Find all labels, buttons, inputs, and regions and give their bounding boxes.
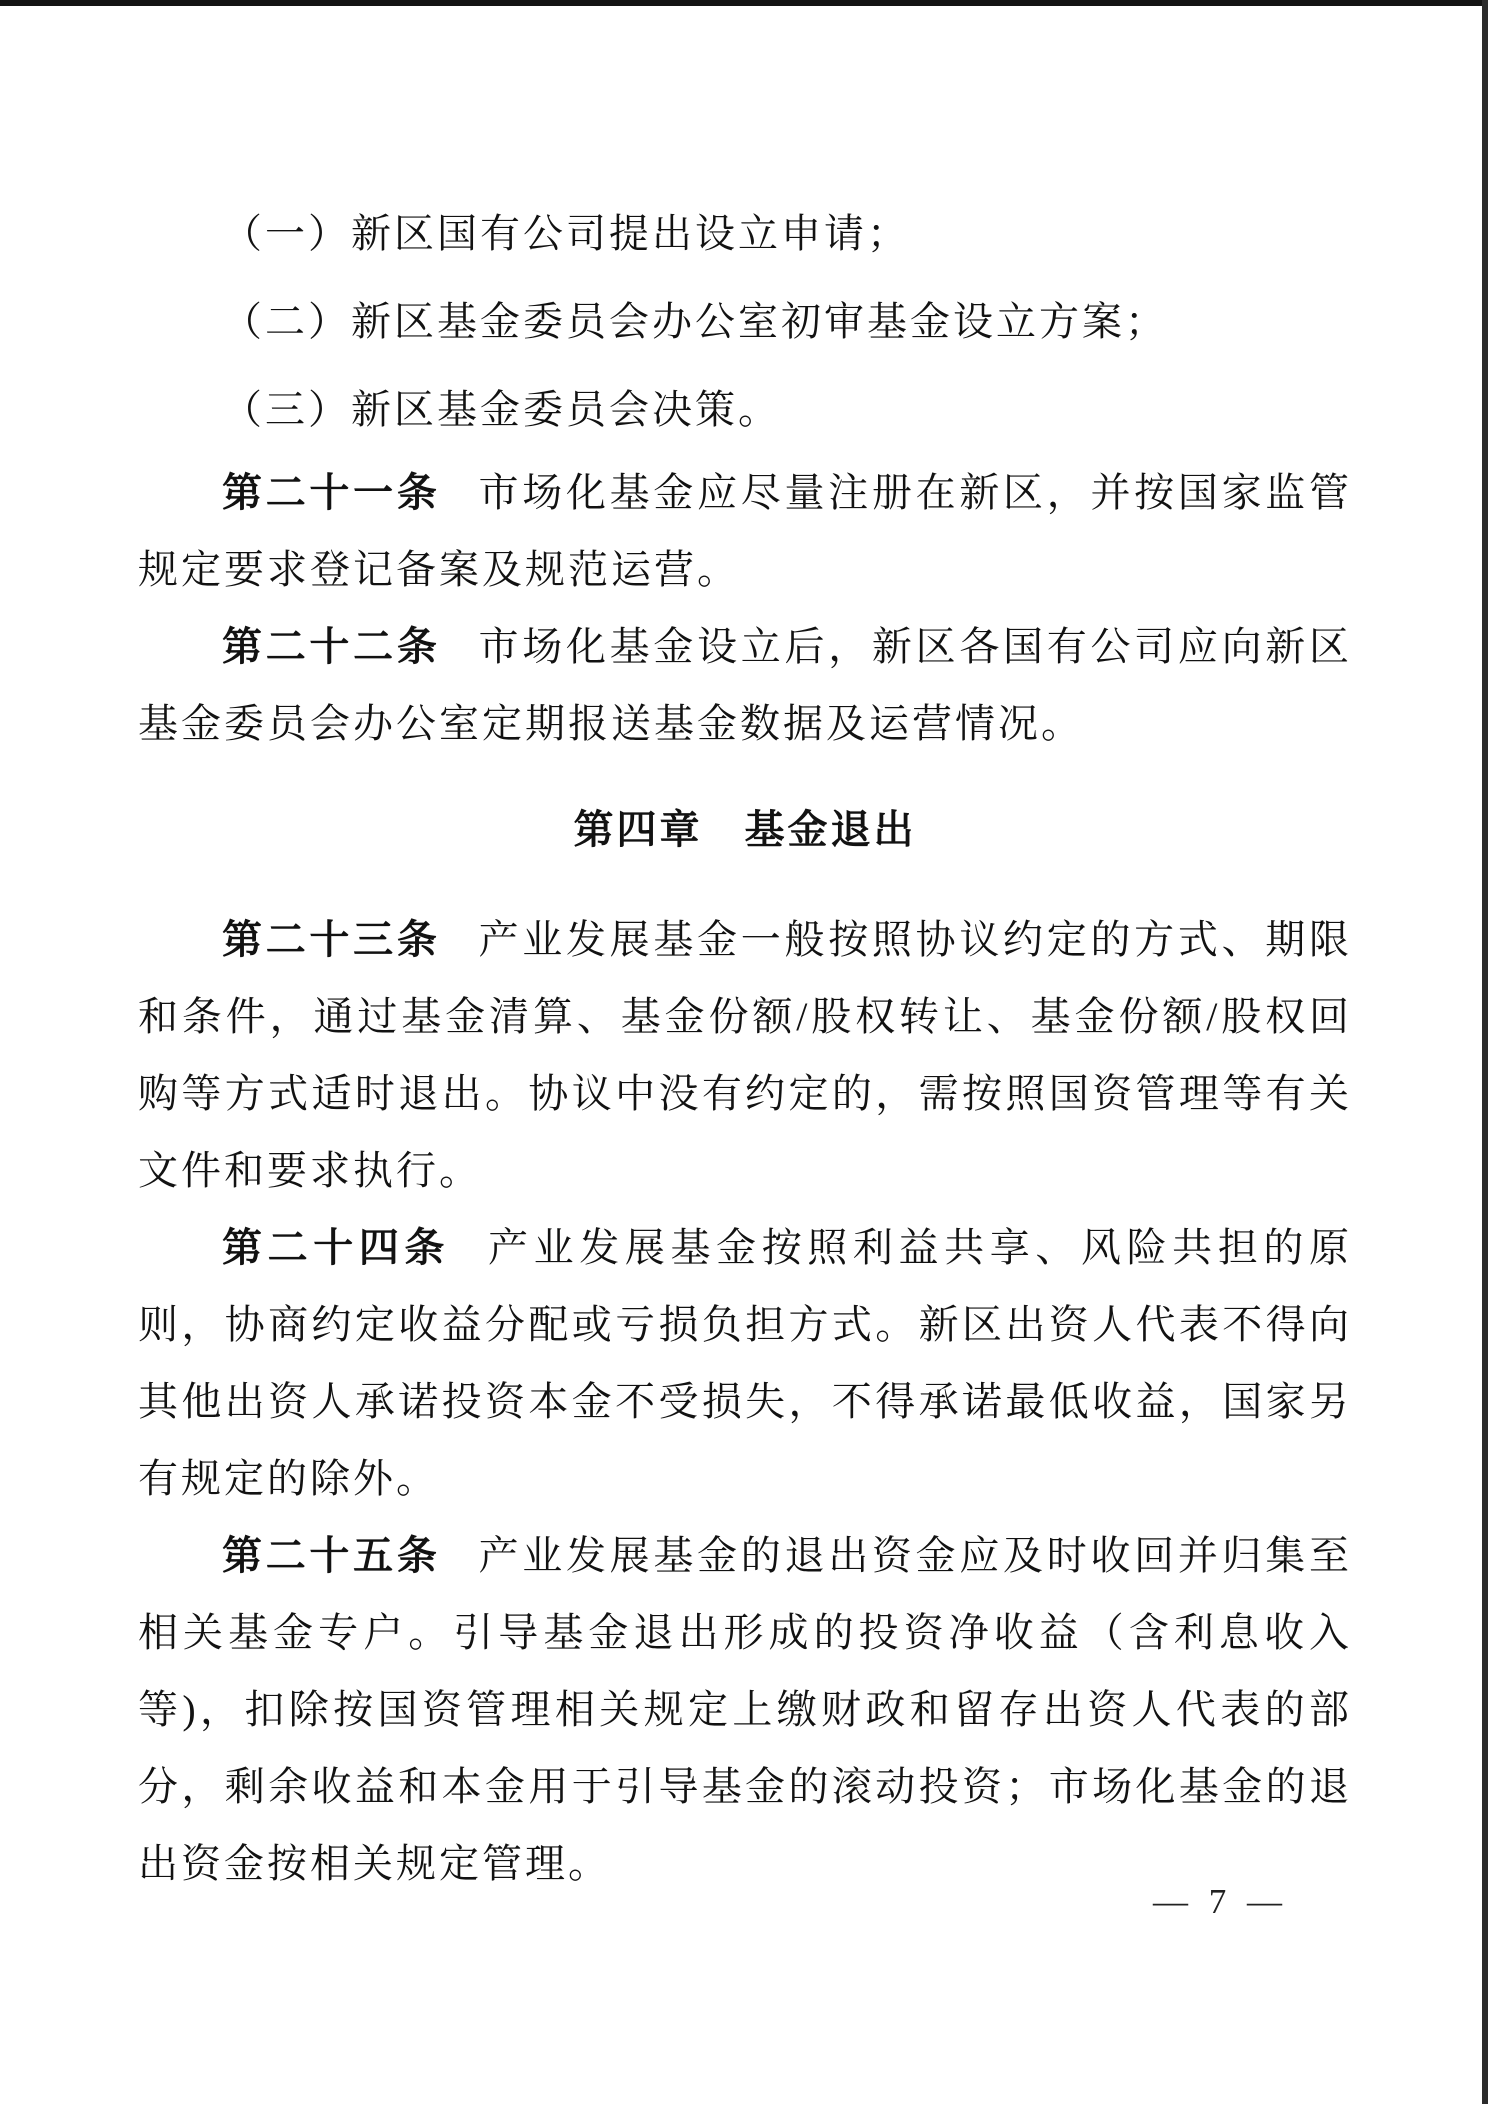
line-text: 产业发展基金的退出资金应及时收回并归集至 [478,1533,1353,1578]
line-text: 产业发展基金一般按照协议约定的方式、期限 [478,917,1353,962]
line-text: 等)，扣除按国资管理相关规定上缴财政和留存出资人代表的部 [138,1687,1352,1732]
line-text: 产业发展基金按照利益共享、风险共担的原 [488,1225,1353,1270]
line-text: 则，协商约定收益分配或亏损负担方式。新区出资人代表不得向 [138,1302,1352,1347]
text-line [138,454,1352,531]
line-bold-prefix: 第二十一条 [222,471,441,515]
line-bold-prefix: 第二十四条 [222,1226,451,1270]
text-line [138,1440,1352,1517]
line-text: 规定要求登记备案及规范运营。 [138,547,740,592]
line-text: （一）新区国有公司提出设立申请； [222,211,910,256]
line-text: 和条件，通过基金清算、基金份额/股权转让、基金份额/股权回 [138,994,1352,1039]
text-line [138,366,1352,454]
line-text: 出资金按相关规定管理。 [138,1841,611,1886]
text-line [138,1748,1352,1825]
text-line [138,792,1352,869]
text-line [138,1286,1352,1363]
line-text: 市场化基金设立后，新区各国有公司应向新区 [478,624,1353,669]
line-text: （三）新区基金委员会决策。 [222,387,781,432]
text-line [138,608,1352,685]
text-line [138,685,1352,762]
text-line [138,1209,1352,1286]
text-line [138,978,1352,1055]
line-text: 相关基金专户。引导基金退出形成的投资净收益（含利息收入 [138,1610,1352,1655]
line-text: 基金退出 [744,808,917,852]
document-body [138,190,1352,1902]
text-line [138,1363,1352,1440]
line-bold-prefix: 第四章 [573,808,703,852]
line-bold-prefix: 第二十五条 [222,1534,441,1578]
line-text: 其他出资人承诺投资本金不受损失，不得承诺最低收益，国家另 [138,1379,1352,1424]
line-text: 市场化基金应尽量注册在新区，并按国家监管 [478,470,1353,515]
text-line [138,1132,1352,1209]
text-line [138,1671,1352,1748]
text-line [138,1594,1352,1671]
line-text: （二）新区基金委员会办公室初审基金设立方案； [222,299,1168,344]
page-number: — 7 — [1153,1882,1288,1921]
text-line [138,278,1352,366]
line-text: 有规定的除外。 [138,1456,439,1501]
text-line [138,1055,1352,1132]
scan-edge-right [1482,0,1488,2104]
line-bold-prefix: 第二十二条 [222,625,441,669]
text-line [138,1517,1352,1594]
text-line [138,190,1352,278]
text-line [138,901,1352,978]
line-text: 分，剩余收益和本金用于引导基金的滚动投资；市场化基金的退 [138,1764,1352,1809]
line-text: 文件和要求执行。 [138,1148,482,1193]
line-bold-prefix: 第二十三条 [222,918,441,962]
line-text: 购等方式适时退出。协议中没有约定的，需按照国资管理等有关 [138,1071,1352,1116]
line-text: 基金委员会办公室定期报送基金数据及运营情况。 [138,701,1084,746]
text-line [138,531,1352,608]
scan-edge-top [0,0,1488,6]
